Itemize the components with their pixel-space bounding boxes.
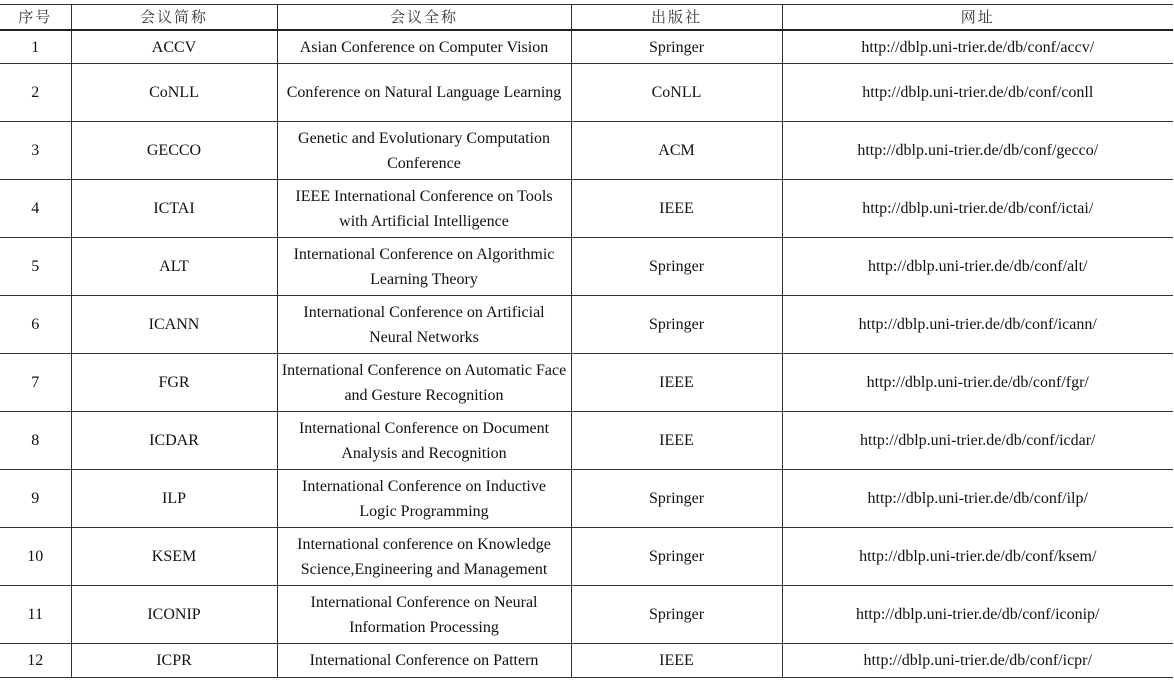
cell-publisher: IEEE (571, 354, 782, 412)
table-row (0, 238, 1173, 296)
cell-no: 4 (0, 180, 71, 238)
cell-no: 1 (0, 30, 71, 64)
header-publisher: 出版社 (571, 5, 782, 31)
cell-publisher: IEEE (571, 644, 782, 678)
cell-abbr: ACCV (71, 30, 277, 64)
table-row (0, 64, 1173, 122)
cell-url[interactable]: http://dblp.uni-trier.de/db/conf/icdar/ (782, 412, 1173, 470)
cell-abbr: ICONIP (71, 586, 277, 644)
cell-full-name: Genetic and Evolutionary Computation Conference (277, 122, 571, 180)
table-row (0, 470, 1173, 528)
cell-url[interactable]: http://dblp.uni-trier.de/db/conf/alt/ (782, 238, 1173, 296)
cell-publisher: IEEE (571, 180, 782, 238)
table-body (0, 30, 1173, 678)
cell-no: 5 (0, 238, 71, 296)
cell-full-name: IEEE International Conference on Tools with Artificial Intelligence (277, 180, 571, 238)
header-abbr: 会议简称 (71, 5, 277, 31)
header-url: 网址 (782, 5, 1173, 31)
cell-url[interactable]: http://dblp.uni-trier.de/db/conf/ilp/ (782, 470, 1173, 528)
cell-no: 6 (0, 296, 71, 354)
cell-full-name: International Conference on Neural Information Processing (277, 586, 571, 644)
cell-abbr: ICDAR (71, 412, 277, 470)
cell-abbr: CoNLL (71, 64, 277, 122)
cell-url[interactable]: http://dblp.uni-trier.de/db/conf/conll (782, 64, 1173, 122)
cell-url[interactable]: http://dblp.uni-trier.de/db/conf/gecco/ (782, 122, 1173, 180)
cell-no: 8 (0, 412, 71, 470)
cell-no: 10 (0, 528, 71, 586)
cell-full-name: Asian Conference on Computer Vision (277, 30, 571, 64)
cell-no: 11 (0, 586, 71, 644)
table-header-row (0, 5, 1173, 31)
table-row (0, 412, 1173, 470)
cell-url[interactable]: http://dblp.uni-trier.de/db/conf/iconip/ (782, 586, 1173, 644)
cell-abbr: FGR (71, 354, 277, 412)
cell-full-name: International Conference on Algorithmic Learning Theory (277, 238, 571, 296)
cell-abbr: GECCO (71, 122, 277, 180)
cell-publisher: Springer (571, 586, 782, 644)
table-row (0, 296, 1173, 354)
cell-publisher: Springer (571, 296, 782, 354)
cell-full-name: International conference on Knowledge Science,Engineering and Management (277, 528, 571, 586)
cell-full-name: International Conference on Inductive Logic Programming (277, 470, 571, 528)
cell-abbr: ICPR (71, 644, 277, 678)
cell-full-name: International Conference on Document Analysis and Recognition (277, 412, 571, 470)
table-row (0, 180, 1173, 238)
cell-url[interactable]: http://dblp.uni-trier.de/db/conf/icann/ (782, 296, 1173, 354)
cell-abbr: ICTAI (71, 180, 277, 238)
cell-publisher: Springer (571, 30, 782, 64)
cell-no: 2 (0, 64, 71, 122)
cell-publisher: IEEE (571, 412, 782, 470)
cell-no: 12 (0, 644, 71, 678)
cell-full-name: International Conference on Automatic Face and Gesture Recognition (277, 354, 571, 412)
table-row (0, 30, 1173, 64)
cell-url[interactable]: http://dblp.uni-trier.de/db/conf/ksem/ (782, 528, 1173, 586)
cell-no: 9 (0, 470, 71, 528)
cell-publisher: ACM (571, 122, 782, 180)
cell-abbr: ILP (71, 470, 277, 528)
cell-abbr: KSEM (71, 528, 277, 586)
table-row (0, 586, 1173, 644)
cell-full-name: Conference on Natural Language Learning (277, 64, 571, 122)
cell-abbr: ICANN (71, 296, 277, 354)
header-full-name: 会议全称 (277, 5, 571, 31)
cell-url[interactable]: http://dblp.uni-trier.de/db/conf/icpr/ (782, 644, 1173, 678)
cell-publisher: Springer (571, 470, 782, 528)
table-row (0, 122, 1173, 180)
cell-url[interactable]: http://dblp.uni-trier.de/db/conf/fgr/ (782, 354, 1173, 412)
cell-full-name: International Conference on Artificial Neural Networks (277, 296, 571, 354)
cell-full-name: International Conference on Pattern (277, 644, 571, 678)
cell-url[interactable]: http://dblp.uni-trier.de/db/conf/ictai/ (782, 180, 1173, 238)
cell-publisher: CoNLL (571, 64, 782, 122)
table-row (0, 528, 1173, 586)
table-row (0, 354, 1173, 412)
header-no: 序号 (0, 5, 71, 31)
conference-table (0, 4, 1173, 678)
cell-abbr: ALT (71, 238, 277, 296)
cell-publisher: Springer (571, 238, 782, 296)
cell-url[interactable]: http://dblp.uni-trier.de/db/conf/accv/ (782, 30, 1173, 64)
table-row (0, 644, 1173, 678)
cell-publisher: Springer (571, 528, 782, 586)
cell-no: 7 (0, 354, 71, 412)
cell-no: 3 (0, 122, 71, 180)
